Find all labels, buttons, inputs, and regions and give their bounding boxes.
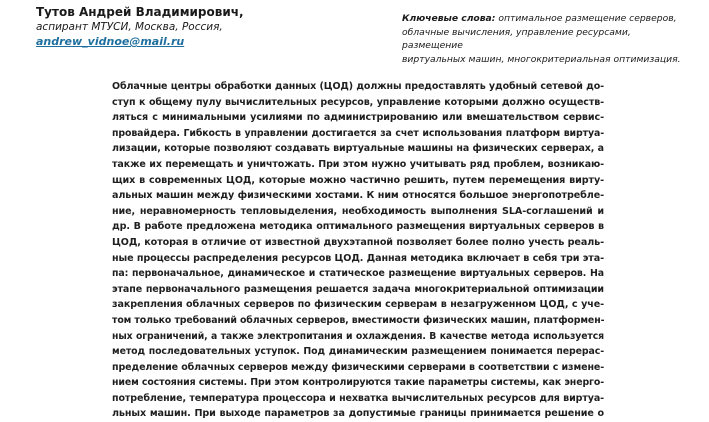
abstract-line: ЦОД, которая в отличие от известной двухэтапной позволяет более полно учесть реаль- (112, 236, 604, 248)
abstract-line: др. В работе предложена методика оптимального размещения виртуальных серверов в (112, 221, 604, 233)
keywords-block (402, 12, 692, 66)
abstract-line: ных ограничений, а также электропитания и охлаждения. В качестве метода используется (112, 330, 604, 342)
author-email-link[interactable]: andrew_vidnoe@mail.ru (36, 35, 185, 48)
abstract-line: ные процессы распределения ресурсов ЦОД. Данная методика включает в себя три эта- (112, 252, 604, 264)
keywords-line: облачные вычисления, управление ресурсами, размещение (402, 26, 631, 51)
abstract-line: этапе первоначального размещения решается задача многокритериальной оптимизации (112, 283, 604, 295)
abstract-line: ляться с минимальными усилиями по администрированию или вмешательством сервис- (112, 112, 604, 124)
author-affiliation: аспирант МТУСИ, Москва, Россия, (36, 21, 223, 33)
abstract-line: том только требований облачных серверов, вместимости физических машин, платформен- (112, 314, 605, 326)
abstract-text (112, 79, 604, 422)
abstract-line: также их перемещать и уничтожать. При этом нужно учитывать ряд проблем, возникаю- (112, 158, 604, 170)
abstract-line: па: первоначальное, динамическое и статическое размещение виртуальных серверов. На (112, 268, 604, 280)
abstract-line: Облачные центры обработки данных (ЦОД) должны предоставлять удобный сетевой до- (112, 81, 604, 92)
abstract-line: нием состояния системы. При этом контролируются такие параметры системы, как энерго- (112, 377, 604, 389)
author-name: Тутов Андрей Владимирович, (36, 5, 244, 19)
keywords-label: Ключевые слова: (402, 13, 496, 24)
keywords-line: оптимальное размещение серверов, (495, 13, 677, 24)
abstract-line: метод последовательных уступок. Под динамическим размещением понимается перерас- (112, 346, 604, 358)
keywords-line: виртуальных машин, многокритериальная оптимизация. (402, 53, 681, 65)
abstract-line: ние, неравномерность тепловыделения, необходимость выполнения SLA-соглашений и (112, 205, 604, 217)
abstract-line: пределение облачных серверов между физическими серверами в соответствии с измене- (112, 361, 605, 373)
abstract-line: ступ к общему пулу вычислительных ресурсов, управление которыми должно осуществ- (112, 96, 604, 108)
abstract-line: льных машин. При выходе параметров за допустимые границы принимается решение о (112, 408, 604, 420)
abstract-line: провайдера. Гибкость в управлении достигается за счет использования платформ виртуа- (112, 127, 604, 139)
abstract-line: альных машин между физическими хостами. К ним относятся большое энергопотребле- (112, 190, 604, 202)
abstract-line: потребление, температура процессора и нехватка вычислительных ресурсов для виртуа- (112, 392, 604, 404)
abstract-line: закрепления облачных серверов по физическим серверам в незагруженном ЦОД, с уче- (112, 299, 604, 311)
author-block (36, 4, 336, 49)
abstract-line: щих в современных ЦОД, которые можно частично решить, путем перемещения вирту- (112, 174, 604, 186)
abstract-line: лизации, которые позволяют создавать виртуальные машины на физических серверах, а (112, 143, 604, 155)
